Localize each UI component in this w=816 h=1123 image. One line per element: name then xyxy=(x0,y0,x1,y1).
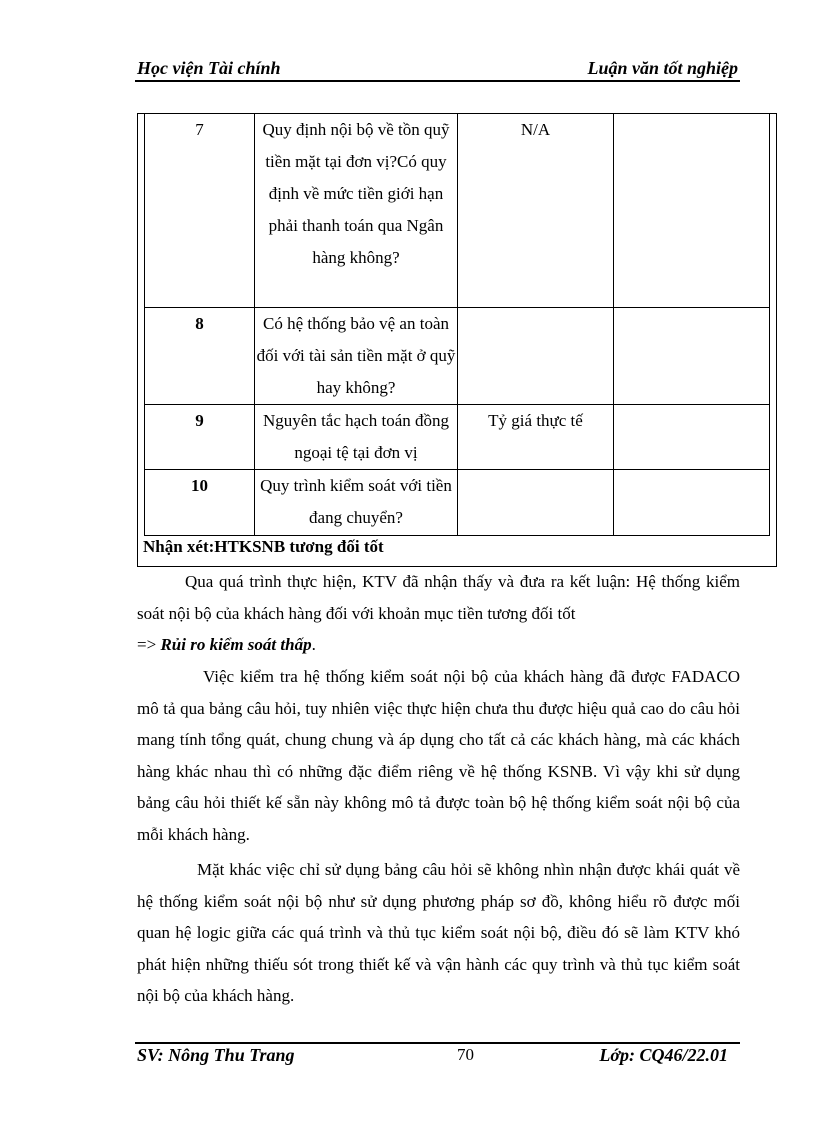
row-number: 9 xyxy=(145,405,255,470)
table-row xyxy=(145,114,770,308)
header-institution: Học viện Tài chính xyxy=(137,58,281,78)
header-rule xyxy=(135,80,740,82)
table-row xyxy=(145,308,770,405)
row-question: Nguyên tắc hạch toán đồng ngoại tệ tại đơn vị xyxy=(255,405,458,470)
table-comment: Nhận xét:HTKSNB tương đối tốt xyxy=(143,537,384,556)
row-note xyxy=(614,114,770,308)
row-question: Có hệ thống bảo vệ an toàn đối với tài sản tiền mặt ở quỹ hay không? xyxy=(255,308,458,405)
row-answer: N/A xyxy=(458,114,614,308)
row-answer xyxy=(458,470,614,536)
footer-class: Lớp: CQ46/22.01 xyxy=(599,1045,728,1065)
conclusion-arrow: => xyxy=(137,635,161,654)
conclusion-paragraph xyxy=(137,566,740,661)
row-question: Quy trình kiểm soát với tiền đang chuyển? xyxy=(255,470,458,536)
conclusion-text: Qua quá trình thực hiện, KTV đã nhận thấy và đưa ra kết luận: Hệ thống kiểm soát nội bộ của khách hàng đối với khoản mục tiền tương đối tốt xyxy=(137,572,740,623)
table-row xyxy=(145,470,770,536)
page-number: 70 xyxy=(457,1045,474,1064)
row-answer: Tỷ giá thực tế xyxy=(458,405,614,470)
risk-conclusion: Rủi ro kiểm soát thấp xyxy=(160,635,312,654)
table-row xyxy=(145,405,770,470)
row-note xyxy=(614,470,770,536)
row-note xyxy=(614,308,770,405)
footer-rule xyxy=(135,1042,740,1044)
row-number: 10 xyxy=(145,470,255,536)
row-question: Quy định nội bộ về tồn quỹ tiền mặt tại đơn vị?Có quy định về mức tiền giới hạn phải thanh toán qua Ngân hàng không? xyxy=(255,114,458,308)
conclusion-period: . xyxy=(311,635,316,654)
header-document-type: Luận văn tốt nghiệp xyxy=(587,58,738,78)
assessment-paragraph: Việc kiểm tra hệ thống kiểm soát nội bộ của khách hàng đã được FADACO mô tả qua bảng câu hỏi, tuy nhiên việc thực hiện chưa thu được hiệu quả cao do câu hỏi mang tính tổng quát, chung chung và áp dụng cho tất cả các khách hàng, mà các khách hàng khác nhau thì có những đặc điểm riêng về hệ thống KSNB. Vì vậy khi sử dụng bảng câu hỏi thiết kế sẵn này không mô tả được toàn bộ hệ thống kiểm soát nội bộ của mỗi khách hàng. xyxy=(137,667,740,844)
row-number: 8 xyxy=(145,308,255,405)
row-note xyxy=(614,405,770,470)
row-answer xyxy=(458,308,614,405)
footer-student: SV: Nông Thu Trang xyxy=(137,1045,295,1065)
row-number: 7 xyxy=(145,114,255,308)
limitation-paragraph: Mặt khác việc chỉ sử dụng bảng câu hỏi sẽ không nhìn nhận được khái quát về hệ thống kiểm soát nội bộ như sử dụng phương pháp sơ đồ, không hiểu rõ được mối quan hệ logic giữa các quá trình và thủ tục kiểm soát nội bộ, điều đó sẽ làm KTV khó phát hiện những thiếu sót trong thiết kế và vận hành các quy trình và thủ tục kiểm soát nội bộ của khách hàng. xyxy=(137,860,740,1005)
questionnaire-table xyxy=(144,113,770,536)
